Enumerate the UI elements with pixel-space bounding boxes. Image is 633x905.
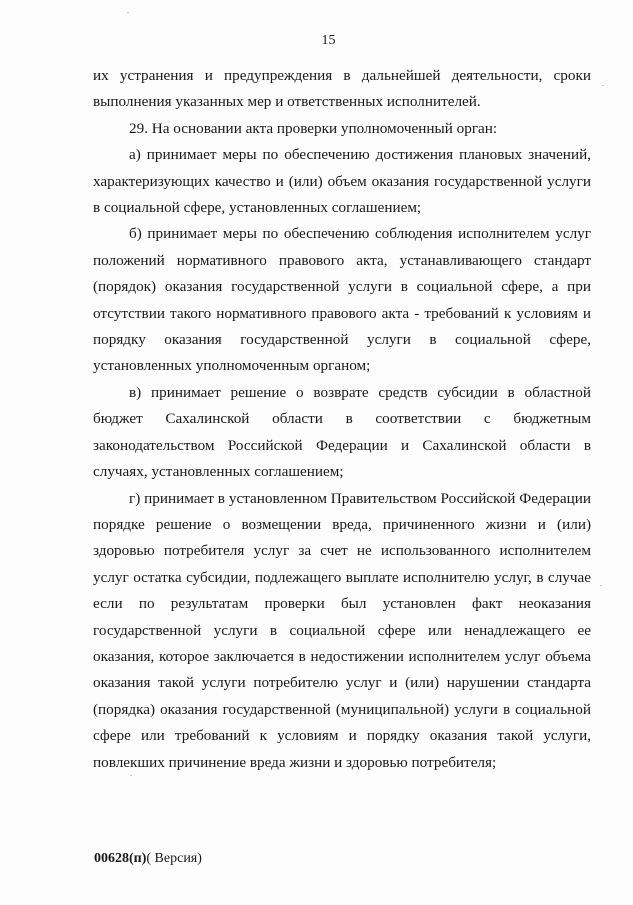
scan-speck: [602, 85, 604, 86]
scan-speck: [600, 585, 602, 586]
paragraph-item-b: б) принимает меры по обеспечению соблюдения исполнителем услуг положений нормативного правового акта, устанавливающего стандарт (порядок) оказания государственной услуги в социальной сфере, а при отсутствии такого нормативного правового акта - требований к условиям и порядку оказания государственной услуги в социальной сфере, установленных уполномоченным органом;: [93, 225, 591, 375]
scan-speck: [130, 775, 132, 776]
paragraph-intro: их устранения и предупреждения в дальнейшей деятельности, сроки выполнения указанных мер и ответственных исполнителей.: [93, 67, 591, 111]
document-footer: [94, 851, 202, 867]
page-number: 15: [321, 33, 336, 48]
footer-version-label: ( Версия): [146, 851, 202, 866]
paragraph-item-29: 29. На основании акта проверки уполномоченный орган:: [129, 119, 498, 137]
scan-speck: [127, 12, 129, 13]
paragraph-item-v: в) принимает решение о возврате средств субсидии в областной бюджет Сахалинской области в соответствии с бюджетным законодательством Российской Федерации и Сахалинской области в случаях, установленных соглашением;: [93, 383, 591, 481]
paragraph-item-g: г) принимает в установленном Правительством Российской Федерации порядке решение о возмещении вреда, причиненного жизни и (или) здоровью потребителя услуг за счет не использованного исполнителем услуг остатка субсидии, подлежащего выплате исполнителю услуг, в случае если по результатам проверки был установлен факт неоказания государственной услуги в социальной сфере или ненадлежащего ее оказания, которое заключается в недостижении исполнителем услуг объема оказания такой услуги потребителю услуг и (или) нарушении стандарта (порядка) оказания государственной (муниципальной) услуги в социальной сфере или требований к условиям и порядку оказания такой услуги, повлекших причинение вреда жизни и здоровью потребителя;: [93, 489, 591, 771]
document-body: [93, 63, 591, 776]
paragraph-item-a: а) принимает меры по обеспечению достижения плановых значений, характеризующих качество и (или) объем оказания государственной услуги в социальной сфере, установленных соглашением;: [93, 146, 591, 217]
footer-document-code: 00628(п): [94, 851, 147, 866]
